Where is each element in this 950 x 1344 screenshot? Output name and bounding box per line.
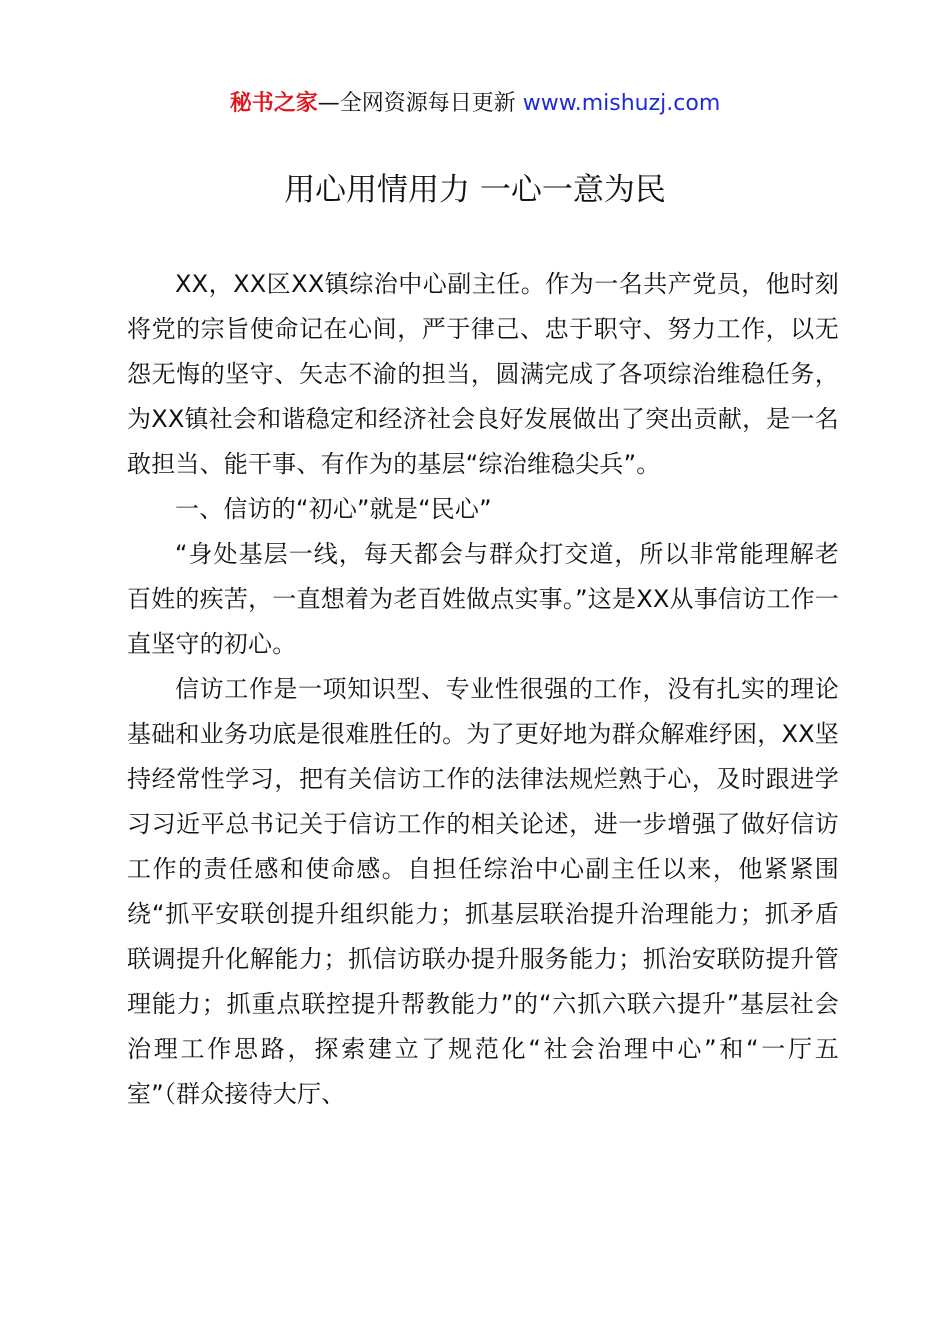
document-title: 用心用情用力 一心一意为民 xyxy=(284,172,666,208)
body-paragraph: 信访工作是一项知识型、专业性很强的工作，没有扎实的理论基础和业务功底是很难胜任的。为了更好地为群众解难纾困，XX坚持经常性学习，把有关信访工作的法律法规烂熟于心，及时跟进学习习近平总书记关于信访工作的相关论述，进一步增强了做好信访工作的责任感和使命感。自担任综治中心副主任以来，他紧紧围绕“抓平安联创提升组织能力；抓基层联治提升治理能力；抓矛盾联调提升化解能力；抓信访联办提升服务能力；抓治安联防提升管理能力；抓重点联控提升帮教能力”的“六抓六联六提升”基层社会治理工作思路，探索建立了规范化“社会治理中心”和“一厅五室”（群众接待大厅、 xyxy=(127,675,839,1108)
body-paragraph: XX，XX区XX镇综治中心副主任。作为一名共产党员，他时刻将党的宗旨使命记在心间，严于律己、忠于职守、努力工作，以无怨无悔的坚守、矢志不渝的担当，圆满完成了各项综治维稳任务，为XX镇社会和谐稳定和经济社会良好发展做出了突出贡献，是一名敢担当、能干事、有作为的基层“综治维稳尖兵”。 xyxy=(127,270,839,478)
document-body xyxy=(127,262,839,1117)
site-url-link[interactable]: www.mishuzj.com xyxy=(522,91,721,116)
brand-name: 秘书之家 xyxy=(229,91,318,116)
site-header xyxy=(0,86,950,122)
section-heading: 一、信访的“初心”就是“民心” xyxy=(175,495,492,523)
header-tagline: —全网资源每日更新 xyxy=(317,91,516,116)
body-paragraph: “身处基层一线，每天都会与群众打交道，所以非常能理解老百姓的疾苦，一直想着为老百姓做点实事。”这是XX从事信访工作一直坚守的初心。 xyxy=(127,540,839,658)
